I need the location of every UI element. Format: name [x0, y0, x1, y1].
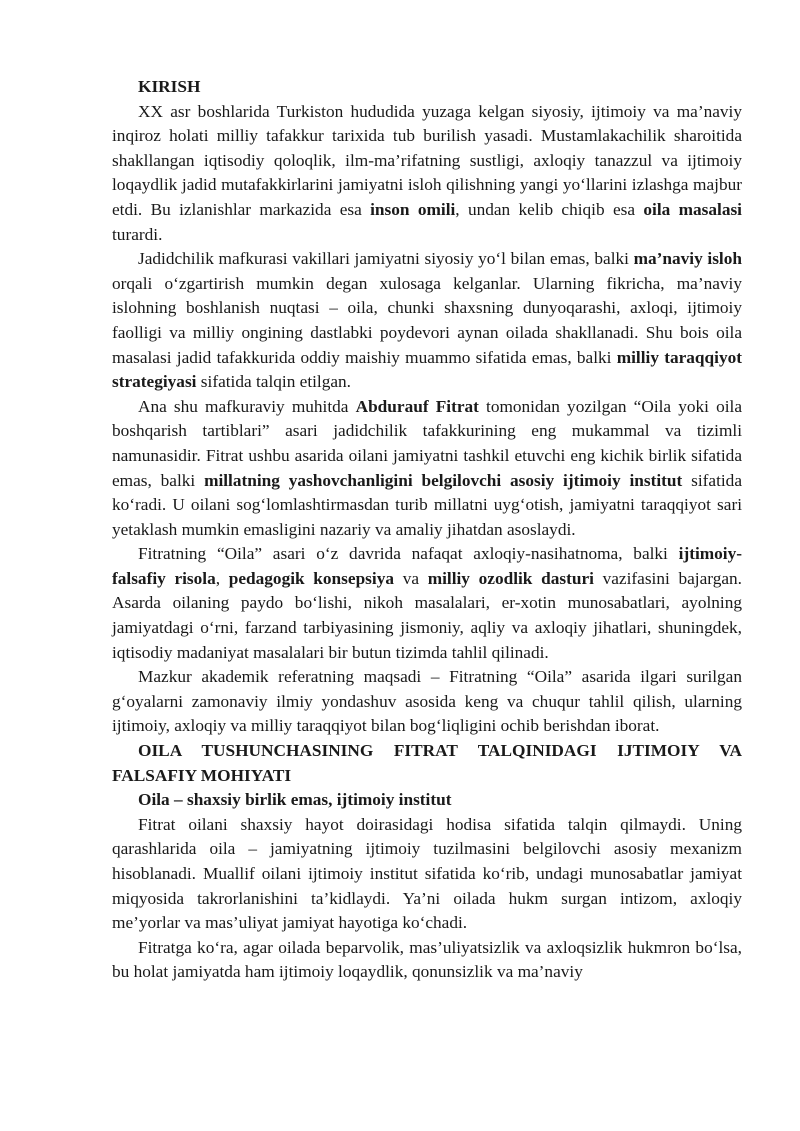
document-page [112, 75, 742, 985]
intro-paragraph-1: XX asr boshlarida Turkiston hududida yuzaga kelgan siyosiy, ijtimoiy va ma’naviy inqiroz holati milliy tafakkur tarixida tub burilish yasadi. Mustamlakachilik sharoitida shakllangan iqtisodiy qoloqlik, ilm-ma’rifatning sustligi, axloqiy tanazzul va ijtimoiy loqaydlik jadid mutafakkirlarini jamiyatni isloh qilishning yangi yo‘llarini izlashga majbur etdi. Bu izlanishlar markazida esa inson omili, undan kelib chiqib esa oila masalasi turardi. [112, 101, 742, 244]
intro-heading: KIRISH [138, 77, 201, 96]
intro-paragraph-3: Ana shu mafkuraviy muhitda Abdurauf Fitrat tomonidan yozilgan “Oila yoki oila boshqarish tartiblari” asari jadidchilik tafakkurining eng mukammal va tizimli namunasidir. Fitrat ushbu asarida oilani jamiyatni tashkil etuvchi eng kichik birlik sifatida emas, balki millatning yashovchanligini belgilovchi asosiy ijtimoiy institut sifatida ko‘radi. U oilani sog‘lomlashtirmasdan turib millatni uyg‘otish, jamiyatni taraqqiyot sari yetaklash mumkin emasligini nazariy va amaliy jihatdan asoslaydi. [112, 396, 742, 539]
section-subheading: Oila – shaxsiy birlik emas, ijtimoiy institut [138, 790, 452, 810]
intro-paragraph-4: Fitratning “Oila” asari o‘z davrida nafaqat axloqiy-nasihatnoma, balki ijtimoiy-falsafiy risola, pedagogik konsepsiya va milliy ozodlik dasturi vazifasini bajargan. Asarda oilaning paydo bo‘lishi, nikoh masalalari, er-xotin munosabatlari, ayolning jamiyatdagi o‘rni, farzand tarbiyasining jismoniy, aqliy va axloqiy jihatlari, shuningdek, iqtisodiy madaniyat masalalari bir butun tizimda tahlil qilinadi. [112, 544, 742, 662]
section-paragraph-1: Fitrat oilani shaxsiy hayot doirasidagi hodisa sifatida talqin qilmaydi. Uning qarashlarida oila – jamiyatning ijtimoiy tuzilmasini belgilovchi asosiy mexanizm hisoblanadi. Muallif oilani ijtimoiy institut sifatida ko‘rib, undagi munosabatlar jamiyat miqyosida takrorlanishini ta’kidlaydi. Ya’ni oilada hukm surgan intizom, axloqiy me’yorlar va mas’uliyat jamiyat hayotiga ko‘chadi. [112, 814, 742, 933]
intro-paragraph-5: Mazkur akademik referatning maqsadi – Fitratning “Oila” asarida ilgari surilgan g‘oyalarni zamonaviy ilmiy yondashuv asosida keng va chuqur tahlil qilish, ularning ijtimoiy, axloqiy va milliy taraqqiyot bilan bog‘liqligini ochib berishdan iborat. [112, 667, 742, 736]
section-heading: OILA TUSHUNCHASINING FITRAT TALQINIDAGI IJTIMOIY VA FALSAFIY MOHIYATI [112, 741, 742, 785]
intro-paragraph-2: Jadidchilik mafkurasi vakillari jamiyatni siyosiy yo‘l bilan emas, balki ma’naviy isloh orqali o‘zgartirish mumkin degan xulosaga kelganlar. Ularning fikricha, ma’naviy islohning boshlanish nuqtasi – oila, chunki shaxsning dunyoqarashi, axloqi, ijtimoiy faolligi va milliy ongining dastlabki poydevori aynan oilada shakllanadi. Shu bois oila masalasi jadid tafakkurida oddiy maishiy muammo sifatida emas, balki milliy taraqqiyot strategiyasi sifatida talqin etilgan. [112, 249, 742, 392]
section-paragraph-2: Fitratga ko‘ra, agar oilada beparvolik, mas’uliyatsizlik va axloqsizlik hukmron bo‘lsa, bu holat jamiyatda ham ijtimoiy loqaydlik, qonunsizlik va ma’naviy [112, 937, 742, 982]
